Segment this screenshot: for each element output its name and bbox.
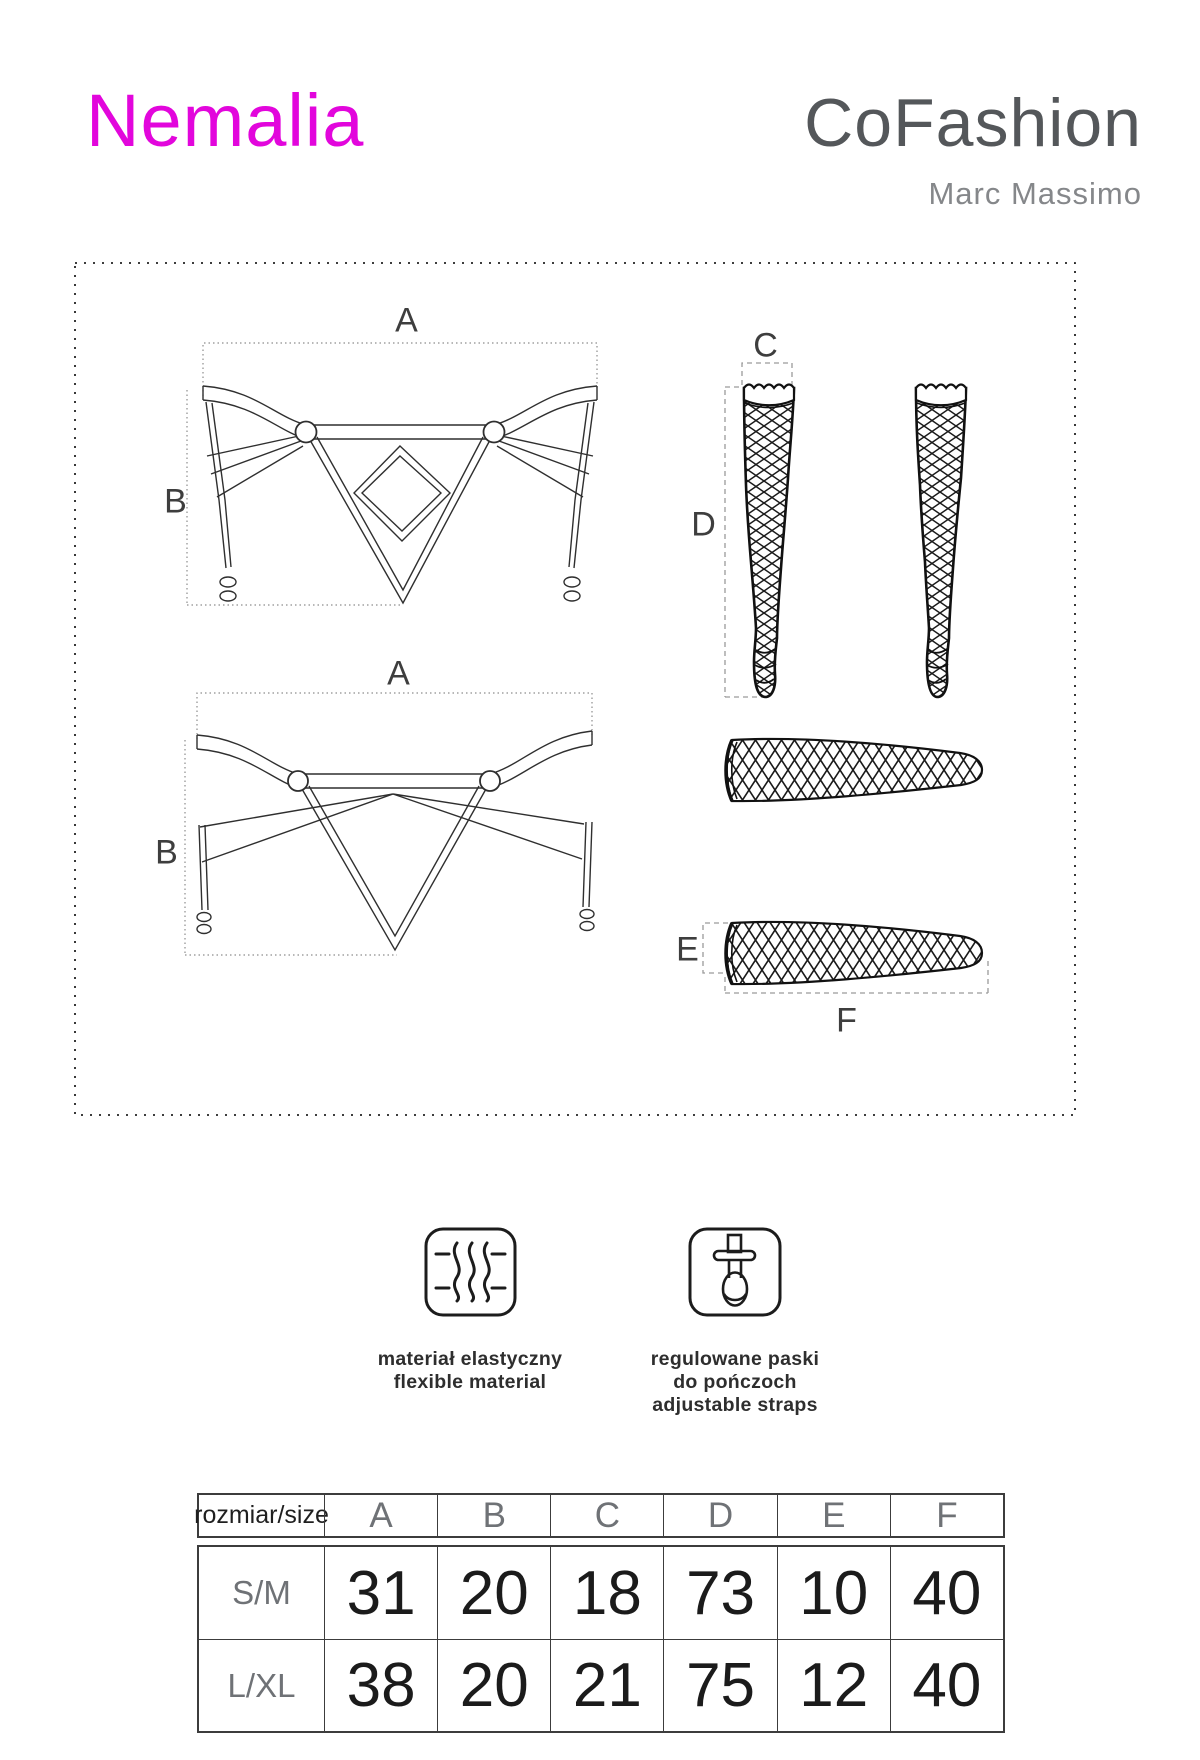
dim-label-foot-length: F	[836, 1001, 858, 1040]
size-table-column-d: D	[663, 1495, 776, 1536]
feature-caption-line: do pończoch	[673, 1371, 797, 1393]
technical-diagram	[60, 250, 1100, 1130]
garter-back-drawing	[185, 693, 594, 955]
dim-guide-stocking-top-width	[742, 363, 792, 385]
garter-clip-back-left	[197, 913, 211, 934]
designer-name: Marc Massimo	[928, 176, 1142, 211]
stocking-horizontal-drawing	[726, 739, 982, 801]
brand-name: CoFashion	[804, 85, 1142, 161]
dim-guide-front-width	[203, 343, 597, 396]
wavy-lines-icon	[423, 1226, 518, 1318]
technical-diagram-canvas	[60, 250, 1100, 1130]
size-value: 10	[777, 1547, 890, 1639]
garter-clip-back-right	[580, 910, 594, 931]
size-table-header	[194, 1493, 1005, 1538]
size-table-column-a: A	[324, 1495, 437, 1536]
size-value: 12	[777, 1639, 890, 1731]
size-value: 31	[324, 1547, 437, 1639]
size-value: 21	[550, 1639, 663, 1731]
size-value: 38	[324, 1639, 437, 1731]
dim-label-stocking-top-width: C	[753, 326, 779, 365]
size-row-label: L/XL	[199, 1639, 324, 1731]
dim-guide-back-height	[185, 740, 397, 955]
size-value: 40	[890, 1639, 1003, 1731]
size-table-body	[197, 1545, 1005, 1733]
dim-label-back-height: B	[155, 833, 179, 872]
size-value: 20	[437, 1547, 550, 1639]
feature-caption-line: flexible material	[393, 1371, 547, 1393]
size-value: 40	[890, 1547, 1003, 1639]
product-name: Nemalia	[86, 79, 365, 162]
size-table-column-e: E	[777, 1495, 890, 1536]
garter-front-drawing	[187, 343, 597, 605]
stocking-lace-welt	[744, 385, 794, 406]
size-table-column-c: C	[550, 1495, 663, 1536]
size-value: 18	[550, 1547, 663, 1639]
stocking-horizontal-e-drawing	[726, 922, 982, 984]
size-value: 75	[663, 1639, 776, 1731]
feature-adjustable-straps	[595, 1226, 875, 1417]
dim-label-back-width: A	[387, 654, 411, 693]
dim-guide-front-height	[187, 390, 403, 605]
garter-clip-left	[220, 577, 236, 601]
dim-label-foot-opening: E	[676, 930, 700, 969]
size-value: 20	[437, 1639, 550, 1731]
stocking-front-drawing	[744, 385, 794, 698]
size-table-column-b: B	[437, 1495, 550, 1536]
size-value: 73	[663, 1547, 776, 1639]
feature-caption-line: adjustable straps	[652, 1394, 818, 1416]
feature-caption-line: materiał elastyczny	[377, 1348, 563, 1370]
feature-caption-line: regulowane paski	[650, 1348, 820, 1370]
dim-guide-back-width	[197, 693, 592, 739]
garter-clip-icon	[687, 1226, 783, 1318]
brand-block	[804, 84, 1142, 212]
dim-label-front-width: A	[395, 301, 419, 340]
size-table-column-f: F	[890, 1495, 1003, 1536]
garter-clip-right	[564, 577, 580, 601]
dim-guide-foot-opening	[703, 923, 728, 973]
size-table-corner-label: rozmiar/size	[194, 1501, 329, 1529]
stocking-side-drawing	[916, 385, 966, 698]
dim-label-front-height: B	[164, 482, 188, 521]
dim-label-stocking-length: D	[691, 505, 717, 544]
feature-flexible-material	[330, 1226, 610, 1394]
size-row-label: S/M	[232, 1574, 291, 1611]
